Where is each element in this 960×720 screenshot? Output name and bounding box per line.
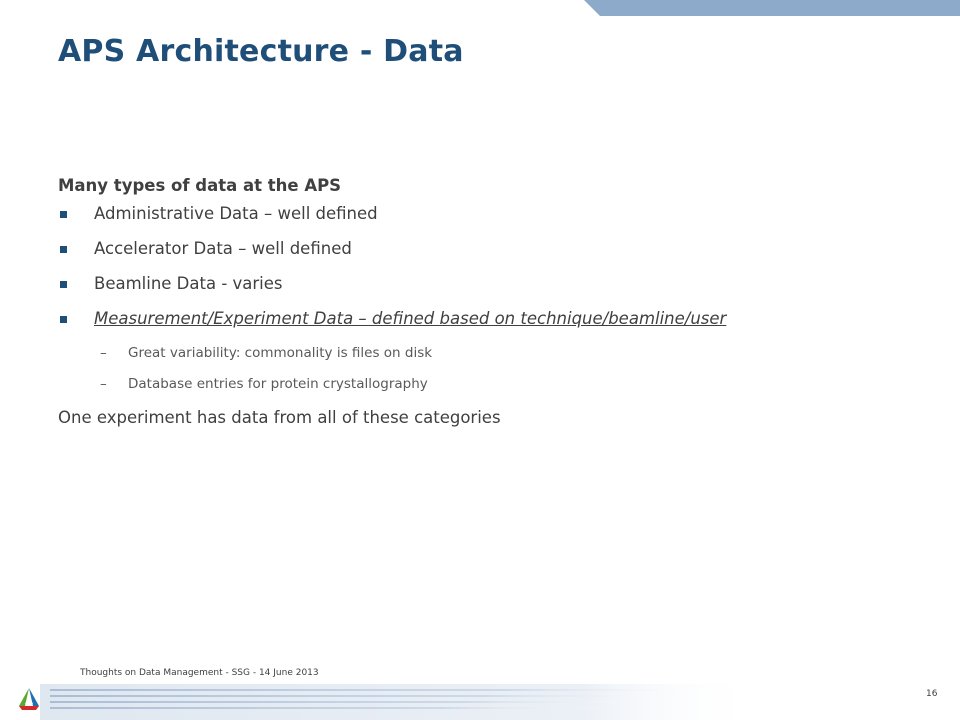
bullet-item (58, 239, 938, 274)
sub-bullet-item (58, 375, 938, 406)
sub-bullet-text: Database entries for protein crystallography (128, 376, 428, 392)
bullet-text: Administrative Data – well defined (94, 204, 378, 223)
sub-bullet-item (58, 344, 938, 375)
bullet-text: Accelerator Data – well defined (94, 239, 352, 258)
bullet-item (58, 309, 938, 344)
square-bullet-icon (60, 281, 67, 288)
square-bullet-icon (60, 211, 67, 218)
dash-bullet-icon: – (100, 376, 107, 392)
bullet-item (58, 204, 938, 239)
square-bullet-icon (60, 246, 67, 253)
page-number: 16 (926, 689, 938, 699)
sub-bullet-text: Great variability: commonality is files on disk (128, 345, 433, 361)
closing-statement: One experiment has data from all of these categories (58, 408, 501, 427)
footer-band (0, 684, 760, 720)
bullet-text: Measurement/Experiment Data – defined based on technique/beamline/user (94, 309, 727, 328)
bullet-item (58, 274, 938, 309)
section-heading: Many types of data at the APS (58, 176, 342, 195)
slide-title: APS Architecture - Data (58, 34, 464, 69)
bullet-text: Beamline Data - varies (94, 274, 283, 293)
square-bullet-icon (60, 316, 67, 323)
slide-body (58, 176, 938, 427)
footer-text: Thoughts on Data Management - SSG - 14 June 2013 (80, 668, 319, 678)
top-accent-bar (584, 0, 960, 16)
dash-bullet-icon: – (100, 345, 107, 361)
argonne-logo-icon (16, 686, 42, 712)
